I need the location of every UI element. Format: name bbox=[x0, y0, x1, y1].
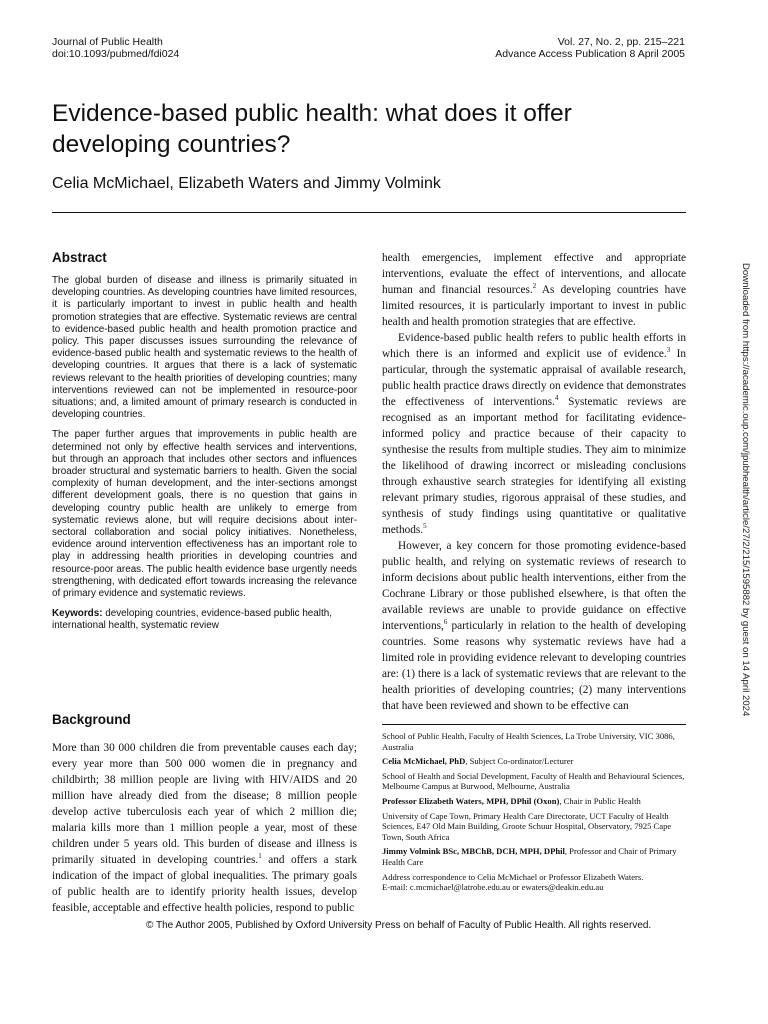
background-paragraph bbox=[52, 740, 357, 916]
body-paragraph-1 bbox=[382, 250, 686, 330]
abstract-section bbox=[52, 250, 357, 633]
author-3-role: , Professor and Chair of Primary Health Care bbox=[382, 846, 677, 867]
body-paragraph-2 bbox=[382, 330, 686, 538]
keywords-label: Keywords: bbox=[52, 608, 103, 620]
affiliation-3: University of Cape Town, Primary Health Care Directorate, UCT Faculty of Health Sciences, E47 Old Main Building, Groote Schuur Hospital, Observatory, 7925 Cape Town, South Africa bbox=[382, 810, 672, 842]
doi: doi:10.1093/pubmed/fdi024 bbox=[52, 48, 180, 60]
affiliations bbox=[382, 731, 686, 893]
background-text-1: More than 30 000 children die from preventable causes each day; every year more than 500 000 women die in pregnancy and childbirth; 38 million people are living with HIV/AIDS and 20 million have already died from the disease; 8 million people develop active tuberculosis each year of which 2 million die; malaria kills more than 1 million people a year, most of these children under 5 years old. This burden of disease and illness is primarily situated in developing countries. bbox=[52, 742, 357, 866]
volume-info: Vol. 27, No. 2, pp. 215–221 bbox=[557, 36, 685, 48]
author-2-credit bbox=[382, 796, 686, 807]
reference-5[interactable]: 5 bbox=[423, 522, 427, 531]
affiliations-divider bbox=[382, 724, 686, 725]
body-text: Systematic reviews are recognised as an important method for facilitating evidence-informed policy and practice because of their capacity to synthesise the results from multiple studies. They aim to minimize the likelihood of drawing incorrect or misleading conclusions through exhaustive search strategies for identifying all existing relevant primary studies, rigorous appraisal of these studies, and synthesis of study findings using quantitative or qualitative methods. bbox=[382, 396, 686, 536]
issue-header bbox=[495, 36, 685, 60]
body-text: As developing countries have limited resources, it is particularly important to invest in public health and health promotion strategies that are effective. bbox=[382, 284, 686, 328]
abstract-paragraph-2: The paper further argues that improvements in public health are determined not only by effective health services and interventions, but through an approach that includes other sectors and influences broader structural and systematic barriers to health. Given the social complexity of human development, and the inter-sections amongst different development goals, there is no question that gains in developing country public health are unlikely to emerge from systematic reviews alone, but will require decisions about inter-sectoral collaboration and social policy initiatives. Nonetheless, evidence around intervention effectiveness has an important role to play in addressing health priorities in developing countries and resource-poor areas. The public health evidence base urgently needs strengthening, with dedicated effort towards increasing the relevance of primary evidence and systematic reviews. bbox=[52, 429, 357, 600]
body-text: However, a key concern for those promoting evidence-based public health, and relying on systematic reviews of research to inform decisions about public health interventions, either from the Cochrane Library or those published elsewhere, is that often the available reviews are unable to provide guidance on effective interventions, bbox=[382, 540, 686, 632]
background-heading: Background bbox=[52, 712, 131, 727]
keywords-text: developing countries, evidence-based public health, international health, systematic review bbox=[52, 608, 332, 632]
journal-header bbox=[52, 36, 179, 60]
reference-6[interactable]: 6 bbox=[443, 618, 448, 627]
reference-2[interactable]: 2 bbox=[532, 282, 537, 291]
author-2-role: , Chair in Public Health bbox=[559, 795, 641, 806]
author-2-name: Professor Elizabeth Waters, MPH, DPhil (Oxon) bbox=[382, 795, 560, 806]
title-divider bbox=[52, 212, 686, 213]
email-link[interactable]: E-mail: c.mcmichael@latrobe.edu.au or ewaters@deakin.edu.au bbox=[382, 882, 604, 893]
body-text: health emergencies, implement effective and appropriate interventions, evaluate the effect of interventions, and allocate human and financial resources. bbox=[382, 252, 686, 296]
background-text-2: and offers a stark indication of the impact of global inequalities. The primary goals of public health are to identify priority health issues, develop feasible, acceptable and effective health policies, respond to public bbox=[52, 854, 357, 914]
right-column-body bbox=[382, 250, 686, 714]
author-1-credit bbox=[382, 756, 686, 767]
author-3-name: Jimmy Volmink BSc, MBChB, DCH, MPH, DPhil bbox=[382, 846, 565, 857]
affiliation-2: School of Health and Social Development, Faculty of Health and Behavioural Sciences, Melbourne Campus at Burwood, Melbourne, Australia bbox=[382, 770, 685, 792]
body-text: particularly in relation to the health of developing countries. Some reasons why systematic reviews have had a limited role in providing evidence relevant to developing countries are: (1) there is a lack of systematic reviews that are relevant to the health priorities of developing countries; (2) many interventions that have been reviewed and shown to be effective can bbox=[382, 620, 686, 712]
reference-4[interactable]: 4 bbox=[554, 394, 559, 403]
reference-3[interactable]: 3 bbox=[666, 346, 671, 355]
reference-1[interactable]: 1 bbox=[258, 852, 262, 861]
download-watermark bbox=[739, 263, 753, 763]
journal-name: Journal of Public Health bbox=[52, 36, 163, 48]
body-text: Evidence-based public health refers to public health efforts in which there is an informed and explicit use of evidence. bbox=[382, 332, 686, 360]
download-watermark-text: Downloaded from https://academic.oup.com/jpubhealth/article/27/2/215/1595882 by guest on 14 April 2024 bbox=[740, 263, 751, 717]
article-authors: Celia McMichael, Elizabeth Waters and Jimmy Volmink bbox=[52, 175, 441, 192]
advance-access: Advance Access Publication 8 April 2005 bbox=[495, 48, 685, 60]
abstract-heading: Abstract bbox=[52, 250, 107, 265]
correspondence-text: Address correspondence to Celia McMichael or Professor Elizabeth Waters. bbox=[382, 871, 644, 882]
author-3-credit bbox=[382, 846, 686, 867]
article-title: Evidence-based public health: what does it offer developing countries? bbox=[52, 100, 572, 158]
copyright-footer: © The Author 2005, Published by Oxford University Press on behalf of Faculty of Public Health. All rights reserved. bbox=[146, 920, 652, 931]
keywords bbox=[52, 608, 357, 632]
affiliation-1: School of Public Health, Faculty of Health Sciences, La Trobe University, VIC 3086, Australia bbox=[382, 731, 675, 752]
author-1-name: Celia McMichael, PhD bbox=[382, 756, 466, 767]
correspondence bbox=[382, 872, 686, 893]
author-1-role: , Subject Co-ordinator/Lecturer bbox=[465, 756, 574, 767]
body-paragraph-3 bbox=[382, 538, 686, 714]
abstract-paragraph-1: The global burden of disease and illness is primarily situated in developing countries. As developing countries have limited resources, it is particularly important to invest in public health and health promotion strategies that are effective. Systematic reviews are central to evidence-based public health and health promotion practice and policy. This paper discusses issues surrounding the relevance of evidence-based public health and systematic reviews to the health of developing countries. It argues that there is a lack of systematic reviews relevant to the health priorities of developing countries; many interventions reviewed can not be implemented in resource-poor situations; and, a limited amount of primary research is conducted in developing countries. bbox=[52, 275, 357, 421]
body-text: In particular, through the systematic appraisal of available research, public health practice draws directly on evidence that demonstrates the effectiveness of interventions. bbox=[382, 348, 686, 408]
